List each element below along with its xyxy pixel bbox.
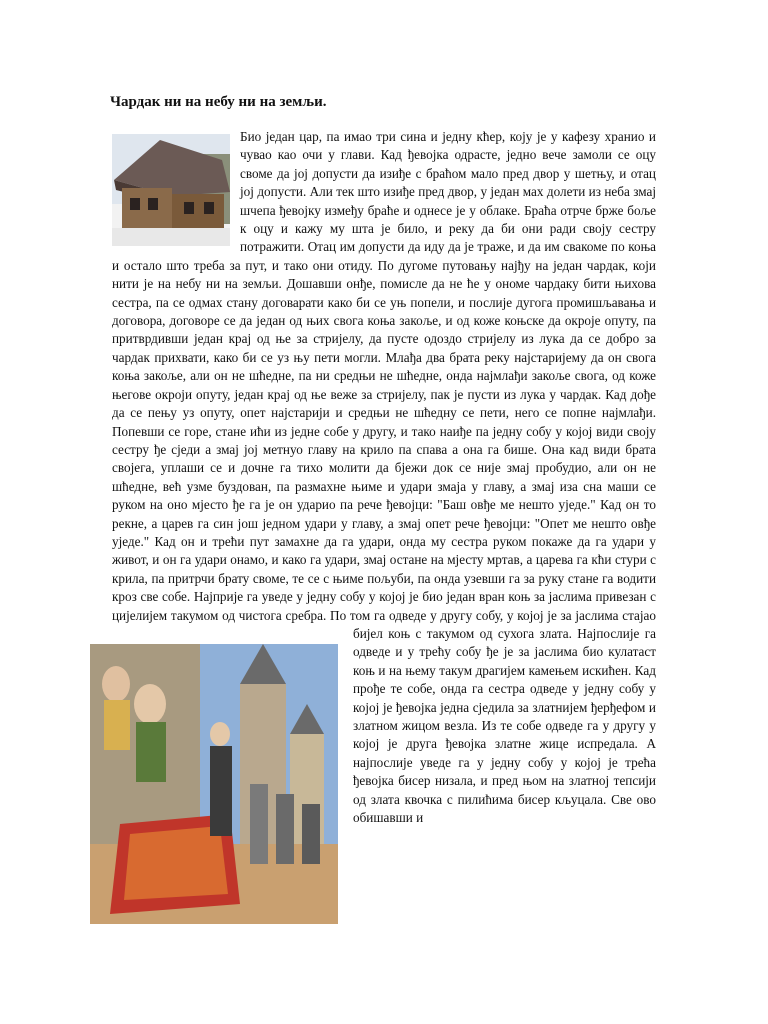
castle-illustration (90, 644, 338, 924)
document-title: Чардак ни на небу ни на земљи. (110, 94, 327, 110)
house-illustration (112, 134, 230, 246)
story-paragraph: Био један цар, па имао три сина и једну кћер, коју је у кафезу хранио и чувао као очи у глави. Кад ђевојка одрасте, једно вече замоли се оцу своме да јој допусти да изиђе с браћом мало пред двор у шетњу, и отац јој допусти. Али тек што изиђе пред двор, у један мах долети из неба змај шчепа ђевојку између браће и однесе је у облаке. Браћа отрче брже боље к оцу и кажу му шта је било, и реку да би они ради своју сестру потражити. Отац им допусти да иду да је траже, и да им свакоме по коња и остало што треба за пут, и тако они отиду. По дугоме путовању најђу на један чардак, који нити је на небу ни на земљи. Дошавши онђе, помисле да не ће у ономе чардаку бити њихова сестра, па се одмах стану договарати како би се уњ попели, и послије дугога промишљавања и договора, договоре се да један од њих свога коња закоље, и од коже коњске да окроје опуту, па притврдивши један крај од ње за стријелу, да пусте одоздо стријелу из лука да се добро за чардак прихвати, како би се уз њу пети могли. Млађа два брата реку најстаријему да он свога коња закоље, али он не шћедне, па ни средњи не шћедне, онда најмлађи закоље свога, од коже његове окроји опуту, један крај од ње веже за стријелу, пак је пусти из лука у чардак. Кад дође да се пењу уз опуту, опет најстарији и средњи не шћедну се пети, него се попне најмлађи. Попевши се горе, стане ићи из једне собе у другу, и тако наиђе па једну собу у којој види своју сестру ђе сједи а змај јој метнуо главу на крило па спава а она га бише. Она кад види брата својега, уплаши се и дочне га тихо молити да бјежи док се није змај пробудио, али он не шћедне, већ узме буздован, па размахне њиме и удари змаја у главу, а змај иза сна маши се руком на оно мјесто ђе га је он ударио па рече ђевојци: "Баш овђе ме нешто уједе." Кад он то рекне, а царев га син још једном удари у главу, а змај опет рече ђевојци: "Опет ме нешто овђе уједе." Кад он и трећи пут замахне да га удари, онда му сестра руком покаже да га удари у живот, и он га удари онамо, и како га удари, змај остане на мјесту мртав, а царева га кћи стури с крила, па притрчи брату своме, те се с њиме пољуби, па онда узевши га за руку стане га водити кроз све собе. Најприје га уведе у једну собу у којој је био један вран коњ за јаслима привезан с цијелијем такумом од чистога сребра. По том га одведе у другу собу, у којој је за јаслима стајао бијел коњ с такумом од сухога злата. Најпослије га одведе и у трећу собу ђе је за јаслима био кулатаст коњ и на њему такум драгијем камењем искићен. Кад прође те собе, онда га сестра одведе у једну собу у којој је ђевојка једна сједила за златнијем ђерђефом и златном жицом везла. Из те собе одведе га у другу у којој је друга ђевојка златне жице испредала. А најпослије уведе га у једну собу у којој је трећа ђевојка бисер низала, и пред њом на златној тепсији од злата квочка с пилићима бисер кљуцала. Све ово обишавши и (112, 129, 656, 826)
story-text-block (112, 128, 656, 924)
